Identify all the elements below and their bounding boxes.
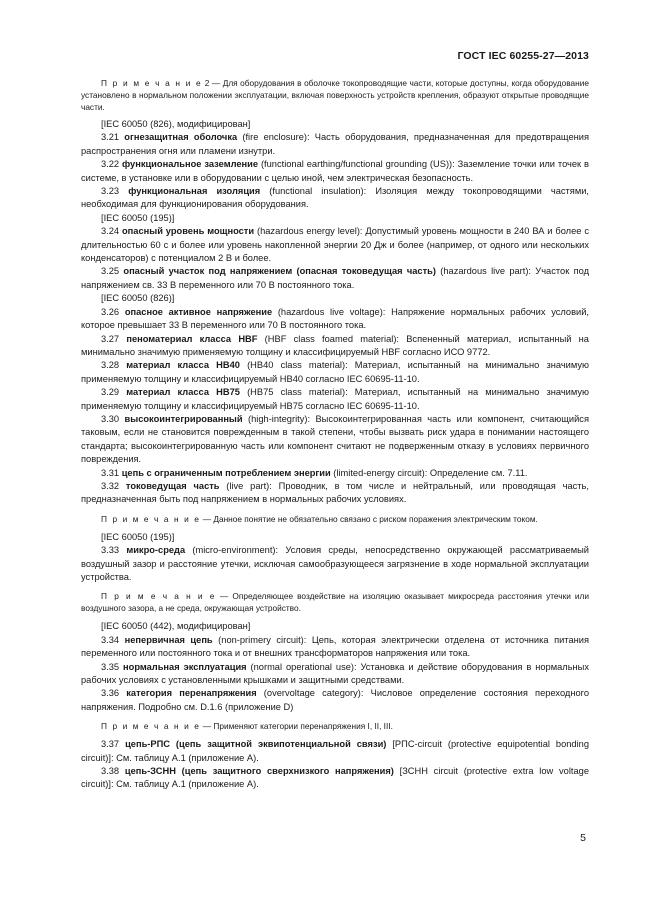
- term-definition: (non-primery circuit): Цепь, которая электрически отделена от источника питания переменного или постоянного тока и от внешних трансформаторов напряжения или тока.: [81, 634, 589, 659]
- page-content: [81, 77, 589, 792]
- term-number: 3.28: [101, 360, 127, 371]
- reference: [IEC 60050 (195)]: [101, 531, 175, 542]
- reference: [IEC 60050 (195)]: [101, 212, 175, 223]
- term-definition: (HB40 class material): Материал, испытанный на минимально значимую применяемую толщину и классифицируемый HB40 согласно IEC 60695-11-10.: [81, 360, 589, 384]
- term-name: непервичная цепь: [124, 634, 213, 645]
- term-number: 3.29: [101, 387, 127, 398]
- term-name: цепь с ограниченным потреблением энергии: [121, 467, 331, 478]
- note-label: П р и м е ч а н и е: [101, 721, 201, 732]
- term-definition: (HBF class foamed material): Вспененный материал, испытанный на минимально значимую применяемую толщину и классифицируемый HBF согласно ИСО 9772.: [81, 333, 589, 357]
- term-name: цепь-ЗСНН (цепь защитного сверхнизкого напряжения): [124, 766, 394, 777]
- term-3-24: [81, 225, 589, 265]
- note-3: [81, 513, 589, 525]
- term-number: 3.22: [101, 159, 123, 170]
- term-definition: (limited-energy circuit): Определение см. 7.11.: [330, 467, 528, 478]
- term-name: пеноматериал класса HBF: [126, 333, 258, 344]
- term-definition: (HB75 class material): Материал, испытанный на минимально значимую применяемую толщину и классифицируемый HB75 согласно IEC 60695-11-10.: [81, 387, 589, 411]
- term-name: функциональная изоляция: [128, 186, 261, 197]
- term-3-37: [81, 738, 589, 765]
- term-name: материал класса HB40: [126, 360, 240, 371]
- term-3-23: [81, 185, 589, 212]
- term-number: 3.27: [101, 333, 127, 344]
- term-definition: (fire enclosure): Часть оборудования, предназначенная для предотвращения распространения огня или пламени изнутри.: [81, 132, 589, 156]
- note-text: — Данное понятие не обязательно связано с риском поражения электрическим током.: [200, 513, 538, 524]
- term-number: 3.34: [101, 634, 125, 645]
- term-3-22: [81, 158, 589, 185]
- note-2: [81, 77, 589, 113]
- term-name: микро-среда: [126, 545, 186, 556]
- term-definition: (functional insulation): Изоляция между токопроводящими частями, необходимая для функционирования оборудования.: [81, 186, 589, 210]
- note-text: 2 — Для оборудования в оболочке токопроводящие части, которые доступны, когда оборудование установлено в нормальном положении эксплуатации, включая поверхность устройств крепления, образуют открытые проводящие части.: [81, 78, 589, 112]
- term-name: цепь-РПС (цепь защитной эквипотенциальной связи): [125, 739, 387, 750]
- term-name: опасный уровень мощности: [122, 226, 255, 237]
- term-number: 3.38: [101, 766, 125, 777]
- term-name: опасный участок под напряжением (опасная токоведущая часть): [123, 266, 436, 277]
- term-3-28: [81, 359, 589, 386]
- term-name: функциональное заземление: [122, 159, 259, 170]
- term-definition: (hazardous live voltage): Напряжение нормальных рабочих условий, которое превышает 33 В переменного или 70 В постоянного тока.: [81, 306, 589, 331]
- term-definition: (functional earthing/functional grounding (US)): Заземление точки или точек в системе, в установке или в оборудовании с целью иной, чем электрическая безопасность.: [81, 159, 589, 183]
- term-3-38: [81, 765, 589, 792]
- term-number: 3.31: [101, 467, 122, 478]
- term-definition: (hazardous energy level): Допустимый уровень мощности в 240 ВА и более с длительностью 60 с и более или уровень накопленной энергии 20 Дж и более (например, от одного или нескольких конденсаторов) с потенциалом 2 В и более.: [81, 226, 589, 264]
- term-name: высокоинтегрированный: [124, 413, 243, 424]
- term-number: 3.33: [101, 545, 127, 556]
- term-definition: (overvoltage category): Числовое определение состояния переходного напряжения. Подробно см. D.1.6 (приложение D): [81, 688, 589, 712]
- term-number: 3.30: [101, 413, 125, 424]
- term-3-33: [81, 544, 589, 584]
- term-number: 3.24: [101, 226, 122, 237]
- term-number: 3.21: [101, 132, 125, 143]
- term-name: материал класса HB75: [126, 387, 240, 398]
- term-definition: [ЗСНН circuit (protective extra low voltage circuit)]: См. таблицу А.1 (приложение А).: [81, 766, 589, 790]
- term-definition: (hazardous live part): Участок под напряжением св. 33 В переменного или 70 В постоянного тока.: [81, 266, 589, 290]
- term-number: 3.37: [101, 739, 126, 750]
- term-definition: (live part): Проводник, в том числе и нейтральный, или проводящая часть, предназначенная быть под напряжением в нормальных рабочих условиях.: [81, 480, 589, 505]
- term-3-25: [81, 265, 589, 292]
- reference: [IEC 60050 (442), модифицирован]: [101, 621, 251, 632]
- term-number: 3.25: [101, 266, 124, 277]
- reference: [IEC 60050 (826)]: [101, 293, 175, 304]
- term-3-30: [81, 413, 589, 467]
- term-3-34: [81, 634, 589, 661]
- term-3-31: [81, 467, 589, 480]
- reference: [IEC 60050 (826), модифицирован]: [101, 119, 251, 129]
- note-label: П р и м е ч а н и е: [101, 78, 203, 88]
- term-3-29: [81, 386, 589, 413]
- term-3-21: [81, 131, 589, 158]
- term-definition: (micro-environment): Условия среды, непосредственно окружающей рассматриваемый воздушный зазор и расстояние утечки, исключая самообразующееся загрязнение в ходе нормальной эксплуатации устройства.: [81, 545, 589, 582]
- document-header: ГОСТ IEC 60255-27—2013: [457, 50, 589, 62]
- term-number: 3.36: [101, 688, 127, 699]
- term-name: опасное активное напряжение: [124, 306, 273, 317]
- page-number: 5: [580, 832, 586, 844]
- term-name: категория перенапряжения: [126, 688, 257, 699]
- term-definition: [РПС-circuit (protective equipotential bonding circuit)]: См. таблицу А.1 (приложение А).: [81, 739, 589, 763]
- term-3-36: [81, 687, 589, 714]
- term-name: нормальная эксплуатация: [123, 661, 247, 672]
- term-definition: (high-integrity): Высокоинтегрированная часть или компонент, считающийся таковым, если не становится поврежденным в такой степени, чтобы вызвать риск удара в понимании настоящего стандарта; высокоинтегрированную часть или компонент считают не подверженным отказу в условиях первичного повреждения.: [81, 413, 589, 465]
- term-3-26: [81, 306, 589, 333]
- term-definition: (normal operational use): Установка и действие оборудования в нормальных рабочих условиях с установленными крышками и защитными средствами.: [81, 661, 589, 686]
- note-label: П р и м е ч а н и е: [101, 591, 217, 602]
- term-3-27: [81, 333, 589, 360]
- term-number: 3.26: [101, 306, 125, 317]
- note-5: [81, 720, 589, 732]
- term-3-32: [81, 480, 589, 507]
- note-text: — Применяют категории перенапряжения I, II, III.: [200, 721, 393, 732]
- note-4: [81, 590, 589, 614]
- term-number: 3.32: [101, 480, 126, 491]
- term-name: токоведущая часть: [125, 480, 220, 491]
- term-number: 3.23: [101, 186, 129, 197]
- term-number: 3.35: [101, 661, 124, 672]
- term-name: огнезащитная оболочка: [124, 132, 238, 143]
- note-label: П р и м е ч а н и е: [101, 513, 201, 524]
- note-text: — Определяющее воздействие на изоляцию оказывает микросреда расстояния утечки или воздушного зазора, а не среда, окружающая устройство.: [81, 591, 589, 614]
- term-3-35: [81, 661, 589, 688]
